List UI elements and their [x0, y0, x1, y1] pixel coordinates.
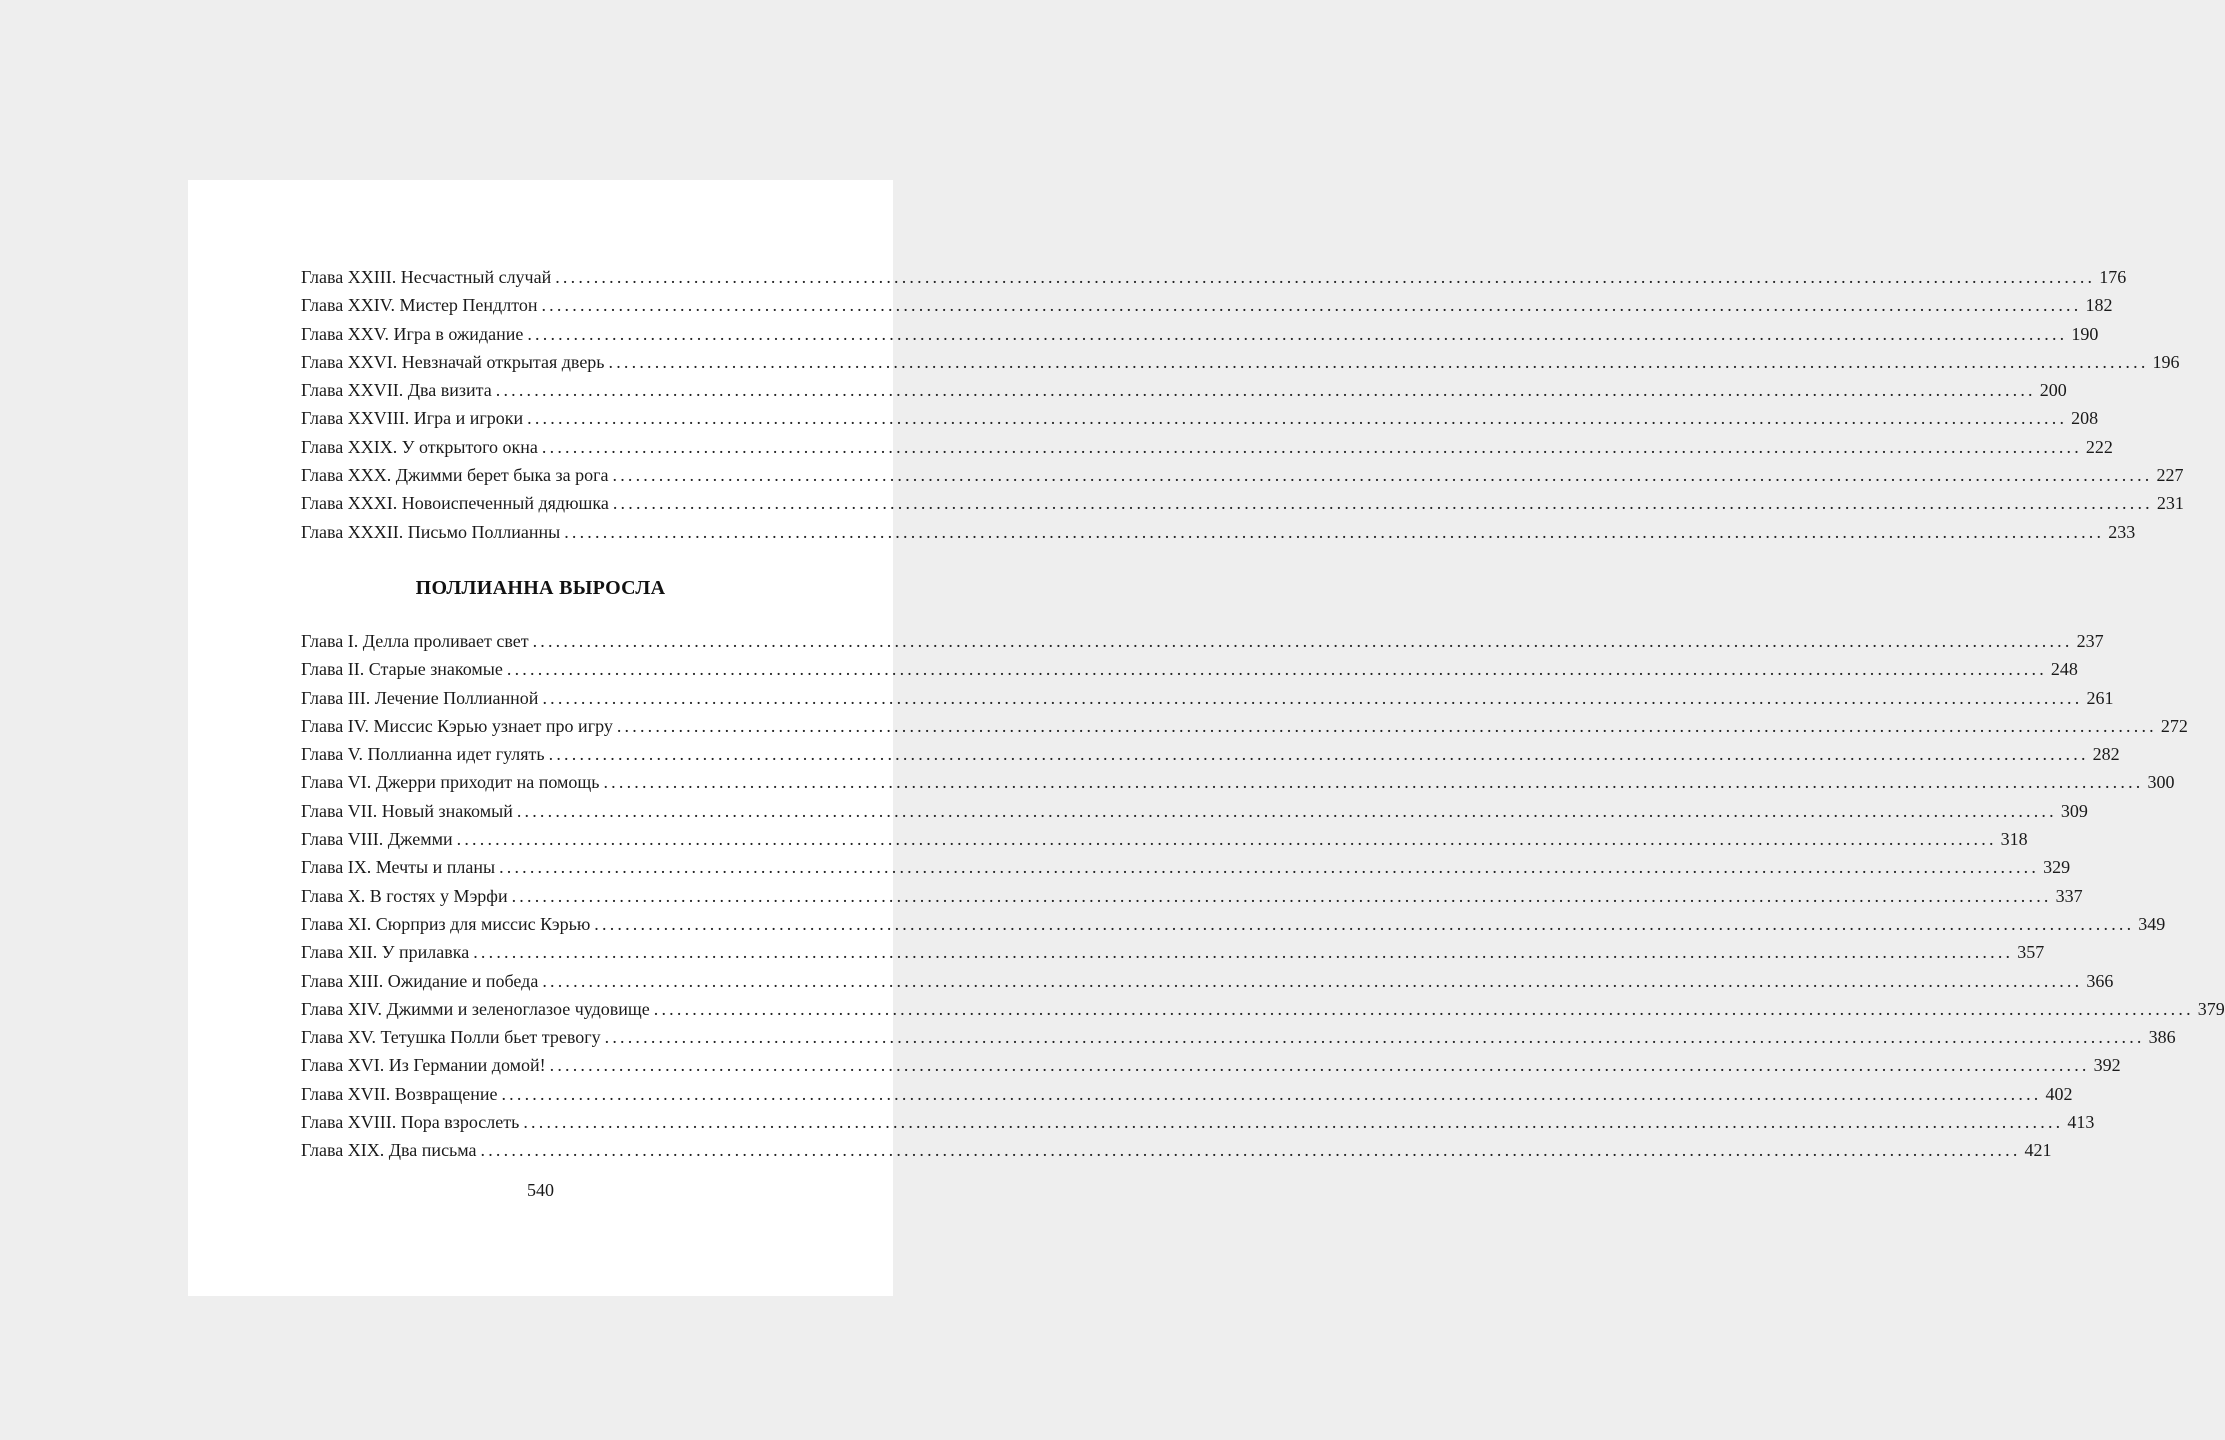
- toc-entry: [301, 967, 2114, 995]
- toc-entry: [301, 938, 2045, 966]
- toc-entry-page: 366: [2086, 970, 2114, 991]
- toc-entry-page: 208: [2071, 408, 2099, 429]
- toc-entry-title: Глава XVII. Возвращение: [301, 1083, 498, 1104]
- dot-leader: ........................................................................................................................................................................................................: [616, 715, 2157, 736]
- toc-entry: [301, 1051, 2121, 1079]
- dot-leader: ........................................................................................................................................................................................................: [603, 772, 2144, 793]
- toc-entry-page: 233: [2108, 521, 2136, 542]
- toc-entry-page: 329: [2043, 857, 2071, 878]
- dot-leader: ........................................................................................................................................................................................................: [527, 323, 2068, 344]
- dot-leader: ........................................................................................................................................................................................................: [501, 1083, 2042, 1104]
- dot-leader: ........................................................................................................................................................................................................: [542, 687, 2083, 708]
- dot-leader: ........................................................................................................................................................................................................: [506, 659, 2047, 680]
- toc-entry-page: 421: [2024, 1140, 2052, 1161]
- dot-leader: ........................................................................................................................................................................................................: [612, 493, 2153, 514]
- toc-entry: [301, 684, 2114, 712]
- dot-leader: ........................................................................................................................................................................................................: [542, 970, 2083, 991]
- dot-leader: ........................................................................................................................................................................................................: [541, 436, 2082, 457]
- dot-leader: ........................................................................................................................................................................................................: [541, 295, 2082, 316]
- dot-leader: ........................................................................................................................................................................................................: [612, 465, 2153, 486]
- toc-list-part1: [301, 263, 2184, 546]
- toc-entry-title: Глава XXX. Джимми берет быка за рога: [301, 465, 609, 486]
- toc-entry: [301, 627, 2104, 655]
- toc-entry-page: 231: [2156, 493, 2184, 514]
- dot-leader: ........................................................................................................................................................................................................: [549, 1055, 2090, 1076]
- toc-list-part2: [301, 627, 2225, 1165]
- toc-entry-title: Глава XXV. Игра в ожидание: [301, 323, 524, 344]
- toc-entry-page: 402: [2045, 1083, 2073, 1104]
- toc-entry-page: 357: [2017, 942, 2045, 963]
- toc-entry-title: Глава I. Делла проливает свет: [301, 631, 529, 651]
- dot-leader: ........................................................................................................................................................................................................: [495, 380, 2036, 401]
- toc-entry: [301, 655, 2078, 683]
- toc-entry-page: 182: [2085, 295, 2113, 316]
- dot-leader: ........................................................................................................................................................................................................: [527, 408, 2068, 429]
- toc-entry: [301, 1080, 2073, 1108]
- toc-entry-title: Глава XXIV. Мистер Пендлтон: [301, 295, 538, 316]
- toc-entry-page: 248: [2050, 659, 2078, 680]
- toc-entry-title: Глава V. Поллианна идет гулять: [301, 744, 545, 765]
- toc-entry-title: Глава XIV. Джимми и зеленоглазое чудовище: [301, 998, 650, 1019]
- section-heading: ПОЛЛИАННА ВЫРОСЛА: [415, 577, 666, 599]
- toc-entry-title: Глава XIII. Ожидание и победа: [301, 970, 539, 991]
- toc-entry: [301, 910, 2166, 938]
- toc-entry: [301, 825, 2028, 853]
- toc-entry-title: Глава XXVII. Два визита: [301, 380, 492, 401]
- dot-leader: ........................................................................................................................................................................................................: [499, 857, 2040, 878]
- toc-entry-page: 282: [2092, 744, 2120, 765]
- toc-entry-title: Глава III. Лечение Поллианной: [301, 687, 539, 708]
- toc-entry-page: 222: [2085, 436, 2113, 457]
- toc-entry-title: Глава XII. У прилавка: [301, 942, 470, 963]
- toc-entry-title: Глава XXXI. Новоиспеченный дядюшка: [301, 493, 609, 514]
- toc-entry-title: Глава XVI. Из Германии домой!: [301, 1055, 546, 1076]
- toc-entry: [301, 461, 2184, 489]
- toc-entry: [301, 882, 2083, 910]
- dot-leader: ........................................................................................................................................................................................................: [523, 1112, 2064, 1133]
- toc-entry: [301, 348, 2180, 376]
- toc-entry-page: 176: [2099, 267, 2127, 287]
- toc-entry-page: 237: [2076, 631, 2104, 651]
- dot-leader: ........................................................................................................................................................................................................: [548, 744, 2089, 765]
- dot-leader: ........................................................................................................................................................................................................: [473, 942, 2014, 963]
- toc-entry-page: 337: [2055, 885, 2083, 906]
- dot-leader: ........................................................................................................................................................................................................: [516, 800, 2057, 821]
- toc-entry-page: 272: [2160, 715, 2188, 736]
- toc-entry-page: 349: [2138, 913, 2166, 934]
- toc-entry-title: Глава XXVIII. Игра и игроки: [301, 408, 524, 429]
- dot-leader: ........................................................................................................................................................................................................: [608, 351, 2149, 372]
- toc-entry-title: Глава XV. Тетушка Полли бьет тревогу: [301, 1027, 601, 1048]
- toc-entry-title: Глава XXVI. Невзначай открытая дверь: [301, 351, 605, 372]
- toc-entry-page: 227: [2156, 465, 2184, 486]
- toc-entry: [301, 1108, 2095, 1136]
- dot-leader: ........................................................................................................................................................................................................: [604, 1027, 2145, 1048]
- toc-entry-title: Глава IV. Миссис Кэрью узнает про игру: [301, 715, 613, 736]
- dot-leader: ........................................................................................................................................................................................................: [653, 998, 2194, 1019]
- toc-entry-page: 386: [2148, 1027, 2176, 1048]
- page-number: 540: [527, 1180, 554, 1200]
- toc-entry-page: 300: [2147, 772, 2175, 793]
- dot-leader: ........................................................................................................................................................................................................: [532, 631, 2073, 651]
- dot-leader: ........................................................................................................................................................................................................: [594, 913, 2135, 934]
- toc-entry-page: 190: [2071, 323, 2099, 344]
- toc-entry-title: Глава XVIII. Пора взрослеть: [301, 1112, 520, 1133]
- toc-entry-page: 392: [2093, 1055, 2121, 1076]
- toc-entry: [301, 1136, 2052, 1164]
- toc-entry-title: Глава VII. Новый знакомый: [301, 800, 513, 821]
- toc-entry-title: Глава XI. Сюрприз для миссис Кэрью: [301, 913, 591, 934]
- book-page: [188, 180, 2225, 1296]
- dot-leader: ........................................................................................................................................................................................................: [555, 267, 2096, 287]
- toc-entry-title: Глава II. Старые знакомые: [301, 659, 503, 680]
- toc-entry-title: Глава XXXII. Письмо Поллианны: [301, 521, 561, 542]
- toc-entry-page: 379: [2197, 998, 2225, 1019]
- toc-entry-page: 413: [2067, 1112, 2095, 1133]
- toc-entry: [301, 712, 2188, 740]
- dot-leader: ........................................................................................................................................................................................................: [456, 829, 1997, 850]
- toc-entry-title: Глава XXIX. У открытого окна: [301, 436, 538, 457]
- toc-entry: [301, 263, 2127, 291]
- toc-entry-title: Глава IX. Мечты и планы: [301, 857, 496, 878]
- toc-entry-title: Глава X. В гостях у Мэрфи: [301, 885, 508, 906]
- toc-entry: [301, 797, 2088, 825]
- toc-entry-page: 200: [2039, 380, 2067, 401]
- dot-leader: ........................................................................................................................................................................................................: [511, 885, 2052, 906]
- toc-entry-page: 309: [2060, 800, 2088, 821]
- toc-entry: [301, 376, 2067, 404]
- toc-entry-title: Глава VI. Джерри приходит на помощь: [301, 772, 600, 793]
- toc-entry: [301, 320, 2099, 348]
- toc-entry: [301, 489, 2184, 517]
- toc-entry: [301, 433, 2113, 461]
- toc-entry-title: Глава XXIII. Несчастный случай: [301, 267, 552, 287]
- toc-entry: [301, 995, 2225, 1023]
- toc-entry: [301, 518, 2136, 546]
- toc-entry: [301, 1023, 2176, 1051]
- toc-entry-page: 261: [2086, 687, 2114, 708]
- toc-entry-title: Глава VIII. Джемми: [301, 829, 453, 850]
- toc-entry: [301, 853, 2071, 881]
- toc-entry: [301, 291, 2113, 319]
- toc-entry-page: 318: [2000, 829, 2028, 850]
- toc-entry: [301, 768, 2175, 796]
- toc-entry: [301, 404, 2099, 432]
- dot-leader: ........................................................................................................................................................................................................: [480, 1140, 2021, 1161]
- dot-leader: ........................................................................................................................................................................................................: [564, 521, 2105, 542]
- toc-entry-title: Глава XIX. Два письма: [301, 1140, 477, 1161]
- toc-entry-page: 196: [2152, 351, 2180, 372]
- toc-entry: [301, 740, 2120, 768]
